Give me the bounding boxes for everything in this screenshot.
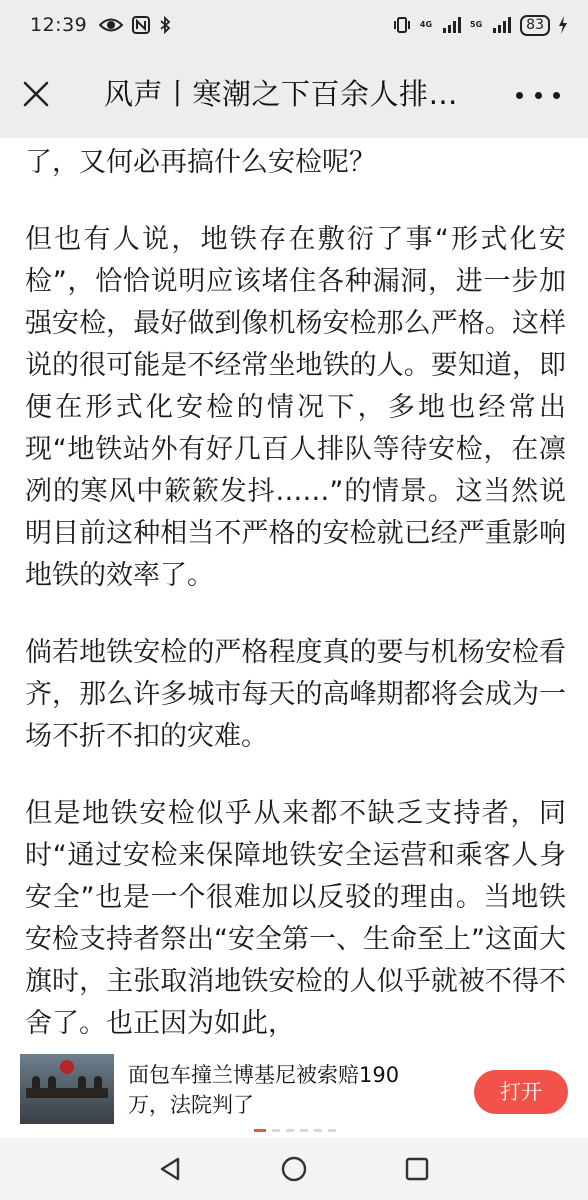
page-title: 风声丨寒潮之下百余人排… (104, 77, 459, 111)
article-body (0, 138, 588, 1128)
article-paragraph: 倘若地铁安检的严格程度真的要与机杨安检看齐，那么许多城市每天的高峰期都将会成为一场不折不扣的灾难。 (25, 637, 566, 752)
status-bar (0, 0, 588, 50)
recents-square-icon[interactable] (402, 1154, 432, 1184)
back-triangle-icon[interactable] (156, 1154, 186, 1184)
title-bar (0, 50, 588, 138)
status-time: 12:39 (30, 14, 88, 36)
article-paragraph: 了，又何必再搞什么安检呢？ (25, 147, 376, 178)
banner-thumbnail (20, 1054, 114, 1124)
recommended-article-banner[interactable] (0, 1042, 588, 1137)
close-icon[interactable] (20, 78, 52, 110)
vibrate-icon (392, 16, 412, 34)
signal-icon (442, 17, 462, 33)
article-paragraph: 但也有人说，地铁存在敷衍了事“形式化安检”，恰恰说明应该堵住各种漏洞，进一步加强安检，最好做到像机杨安检那么严格。这样说的很可能是不经常坐地铁的人。要知道，即便在形式化安检的情况下，多地也经常出现“地铁站外有好几百人排队等待安检，在凛冽的寒风中簌簌发抖……”的情景。这当然说明目前这种相当不严格的安检就已经严重影响地铁的效率了。 (25, 224, 566, 591)
system-nav-bar (0, 1138, 588, 1200)
network-4g-label: 4G (419, 20, 433, 29)
bluetooth-icon (159, 16, 171, 34)
carousel-dots (254, 1129, 336, 1132)
battery-level: 83 (520, 15, 550, 36)
signal-icon (492, 17, 512, 33)
open-button[interactable]: 打开 (474, 1070, 568, 1114)
charging-icon (558, 16, 568, 34)
nfc-icon (132, 16, 150, 34)
home-circle-icon[interactable] (279, 1154, 309, 1184)
more-icon[interactable] (516, 90, 560, 102)
banner-headline[interactable]: 面包车撞兰博基尼被索赔190万，法院判了 (128, 1063, 400, 1117)
article-paragraph: 但是地铁安检似乎从来都不缺乏支持者，同时“通过安检来保障地铁安全运营和乘客人身安全”也是一个很难加以反驳的理由。当地铁安检支持者祭出“安全第一、生命至上”这面大旗时，主张取消地铁安检的人似乎就被不得不舍了。也正因为如此， (25, 798, 566, 1039)
network-5g-label: 5G (470, 20, 483, 29)
eye-icon (99, 17, 123, 33)
